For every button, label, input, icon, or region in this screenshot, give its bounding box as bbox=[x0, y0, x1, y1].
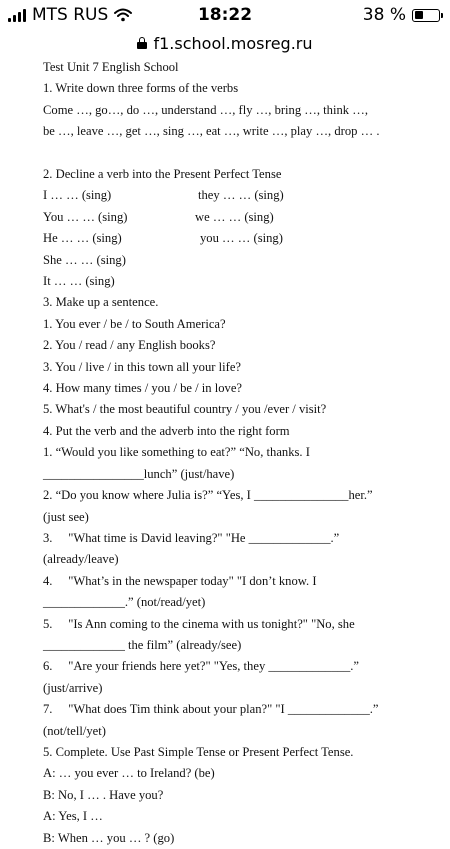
section-4-line: 3. "What time is David leaving?" "He _____________.” bbox=[43, 530, 340, 545]
section-4-heading: 4. Put the verb and the adverb into the right form bbox=[43, 423, 290, 438]
section-4-line: 6. "Are your friends here yet?" "Yes, they _____________.” bbox=[43, 659, 359, 674]
section-5-line: B: No, I … . Have you? bbox=[43, 787, 164, 802]
row-left: He … … (sing) bbox=[43, 231, 122, 246]
section-1-line: Come …, go…, do …, understand …, fly …, bring …, think …, bbox=[43, 102, 368, 117]
row-right: they … … (sing) bbox=[198, 188, 284, 203]
section-4-line: (just see) bbox=[43, 509, 89, 524]
section-3-item: 3. You / live / in this town all your life? bbox=[43, 359, 241, 374]
section-3-item: 4. How many times / you / be / in love? bbox=[43, 381, 243, 396]
status-bar bbox=[0, 0, 450, 30]
section-2-row bbox=[43, 185, 443, 206]
url-text[interactable]: f1.school.mosreg.ru bbox=[153, 33, 313, 53]
section-1-line: be …, leave …, get …, sing …, eat …, write …, play …, drop … . bbox=[43, 124, 380, 139]
battery-icon bbox=[412, 9, 440, 22]
section-1-heading: 1. Write down three forms of the verbs bbox=[43, 81, 239, 96]
section-4-line: 4. "What’s in the newspaper today" "I don’t know. I bbox=[43, 573, 317, 588]
section-3-item: 1. You ever / be / to South America? bbox=[43, 316, 226, 331]
document-title: Test Unit 7 English School bbox=[43, 60, 179, 74]
section-4-line: (just/arrive) bbox=[43, 680, 103, 695]
row-right: you … … (sing) bbox=[200, 231, 283, 246]
row-right: we … … (sing) bbox=[195, 209, 274, 224]
section-5-line: B: When … you … ? (go) bbox=[43, 830, 175, 845]
status-time: 18:22 bbox=[197, 5, 253, 25]
section-4-line: ________________lunch” (just/have) bbox=[43, 466, 235, 481]
section-2-row bbox=[43, 207, 443, 228]
status-right bbox=[363, 5, 440, 25]
section-5-line: A: Yes, I … bbox=[43, 809, 103, 824]
section-4-line: _____________.” (not/read/yet) bbox=[43, 595, 206, 610]
row-left: You … … (sing) bbox=[43, 209, 128, 224]
section-3-item: 5. What's / the most beautiful country / you /ever / visit? bbox=[43, 402, 327, 417]
section-3-heading: 3. Make up a sentence. bbox=[43, 295, 159, 310]
blank-line bbox=[43, 143, 443, 164]
url-bar[interactable] bbox=[0, 30, 450, 56]
lock-icon bbox=[137, 37, 147, 49]
section-5-heading: 5. Complete. Use Past Simple Tense or Present Perfect Tense. bbox=[43, 744, 354, 759]
section-4-line: 2. “Do you know where Julia is?” “Yes, I _______________her.” bbox=[43, 488, 373, 503]
section-2-line: She … … (sing) bbox=[43, 252, 126, 267]
section-4-line: (already/leave) bbox=[43, 552, 119, 567]
battery-fill bbox=[415, 11, 423, 19]
section-2-heading: 2. Decline a verb into the Present Perfect Tense bbox=[43, 167, 282, 182]
section-4-line: 7. "What does Tim think about your plan?" "I _____________.” bbox=[43, 702, 379, 717]
section-4-line: _____________ the film” (already/see) bbox=[43, 637, 242, 652]
section-4-line: (not/tell/yet) bbox=[43, 723, 106, 738]
section-4-line: 1. “Would you like something to eat?” “No, thanks. I bbox=[43, 445, 310, 460]
section-2-line: It … … (sing) bbox=[43, 274, 115, 289]
section-2-row bbox=[43, 228, 443, 249]
section-3-item: 2. You / read / any English books? bbox=[43, 338, 216, 353]
section-5-line: A: … you ever … to Ireland? (be) bbox=[43, 766, 215, 781]
document-content bbox=[43, 57, 443, 845]
row-left: I … … (sing) bbox=[43, 188, 112, 203]
battery-cap bbox=[441, 13, 443, 18]
section-4-line: 5. "Is Ann coming to the cinema with us tonight?" "No, she bbox=[43, 616, 355, 631]
carrier-label: MTS RUS bbox=[32, 5, 109, 25]
battery-percent: 38 % bbox=[362, 5, 406, 25]
